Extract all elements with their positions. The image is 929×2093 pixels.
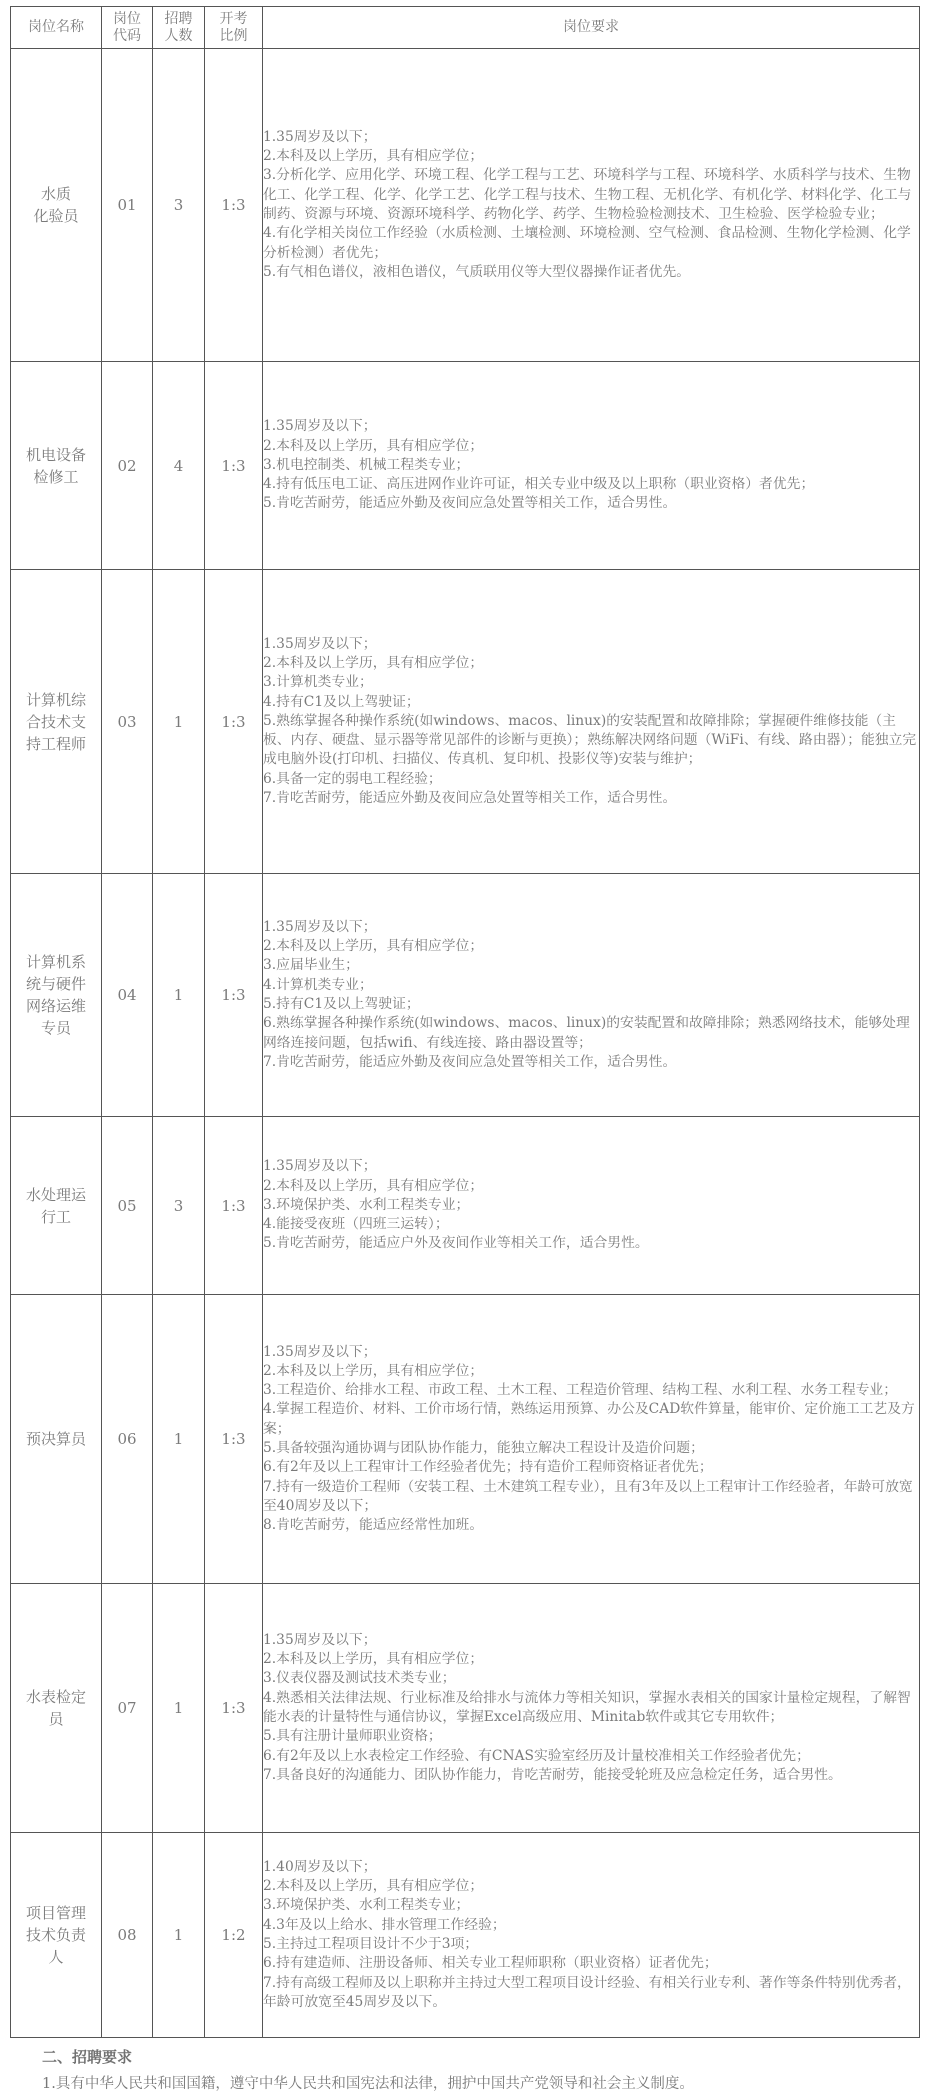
requirement-line: 3.分析化学、应用化学、环境工程、化学工程与工艺、环境科学与工程、环境科学、水质科学与技术、生物化工、化学工程、化学、化学工艺、化学工程与技术、生物工程、无机化学、有机化学、材料化学、化工与制药、资源与环境、资源环境科学、药物化学、药学、生物检验检测技术、卫生检验、医学检验专业； [263, 167, 912, 222]
header-hire-count: 招聘 人数 [153, 7, 205, 49]
position-name: 项目管理 技术负责 人 [11, 1833, 102, 2038]
hire-count: 4 [153, 362, 205, 570]
hire-count: 1 [153, 1584, 205, 1833]
exam-ratio: 1:3 [205, 1117, 263, 1295]
exam-ratio: 1:3 [205, 874, 263, 1117]
requirement-line: 1.35周岁及以下； [263, 128, 377, 145]
requirements-cell [263, 362, 920, 570]
requirement-line: 1.35周岁及以下； [263, 918, 377, 935]
requirement-line: 1.35周岁及以下； [263, 635, 377, 652]
requirement-line: 5.具备较强沟通协调与团队协作能力，能独立解决工程设计及造价问题； [263, 1440, 704, 1456]
requirement-line: 5.肯吃苦耐劳，能适应户外及夜间作业等相关工作，适合男性。 [263, 1235, 649, 1252]
requirement-line: 5.持有C1及以上驾驶证； [263, 996, 420, 1012]
requirement-line: 7.持有一级造价工程师（安装工程、土木建筑工程专业），且有3年及以上工程审计工作经验者，年龄可放宽至40周岁及以下； [263, 1478, 913, 1514]
requirement-line: 2.本科及以上学历，具有相应学位； [263, 1177, 484, 1194]
requirement-line: 5.有气相色谱仪，液相色谱仪，气质联用仪等大型仪器操作证者优先。 [263, 263, 691, 280]
table-row [11, 874, 920, 1117]
requirement-line: 4.持有低压电工证、高压进网作业许可证，相关专业中级及以上职称（职业资格）者优先； [263, 476, 815, 493]
requirement-line: 3.机电控制类、机械工程类专业； [263, 456, 470, 473]
requirement-line: 1.35周岁及以下； [263, 1631, 377, 1648]
exam-ratio: 1:3 [205, 49, 263, 362]
requirement-line: 6.熟练掌握各种操作系统(如windows、macos、linux)的安装配置和故障排除；熟悉网络技术，能够处理网络连接问题，包括wifi、有线连接、路由器设置等； [263, 1015, 910, 1051]
exam-ratio: 1:3 [205, 1295, 263, 1584]
position-name: 水处理运 行工 [11, 1117, 102, 1295]
position-name: 计算机综 合技术支 持工程师 [11, 570, 102, 874]
requirements-cell [263, 1584, 920, 1833]
requirement-line: 4.有化学相关岗位工作经验（水质检测、土壤检测、环境检测、空气检测、食品检测、生物化学检测、化学分析检测）者优先； [263, 225, 911, 261]
exam-ratio: 1:3 [205, 570, 263, 874]
position-code: 03 [102, 570, 153, 874]
header-exam-ratio: 开考 比例 [205, 7, 263, 49]
table-row [11, 362, 920, 570]
position-name: 机电设备 检修工 [11, 362, 102, 570]
requirement-line: 6.有2年及以上工程审计工作经验者优先；持有造价工程师资格证者优先； [263, 1459, 713, 1476]
exam-ratio: 1:3 [205, 1584, 263, 1833]
requirement-line: 2.本科及以上学历，具有相应学位； [263, 148, 484, 165]
requirement-line: 1.40周岁及以下； [263, 1858, 377, 1875]
requirement-line: 2.本科及以上学历，具有相应学位； [263, 654, 484, 671]
requirement-line: 3.仪表仪器及测试技术类专业； [263, 1670, 456, 1687]
requirement-line: 1.35周岁及以下； [263, 1158, 377, 1175]
requirement-line: 7.肯吃苦耐劳，能适应外勤及夜间应急处置等相关工作，适合男性。 [263, 790, 677, 807]
requirements-cell [263, 874, 920, 1117]
requirement-line: 7.具备良好的沟通能力、团队协作能力，肯吃苦耐劳，能接受轮班及应急检定任务，适合男性。 [263, 1766, 842, 1783]
requirement-line: 2.本科及以上学历，具有相应学位； [263, 1651, 484, 1668]
position-code: 07 [102, 1584, 153, 1833]
requirement-line: 7.持有高级工程师及以上职称并主持过大型工程项目设计经验、有相关行业专利、著作等条件特别优秀者，年龄可放宽至45周岁及以下。 [263, 1974, 911, 2010]
header-requirements: 岗位要求 [263, 7, 920, 49]
requirement-line: 4.能接受夜班（四班三运转）； [263, 1216, 449, 1233]
table-row [11, 1584, 920, 1833]
requirement-line: 2.本科及以上学历，具有相应学位； [263, 437, 484, 454]
exam-ratio: 1:3 [205, 362, 263, 570]
requirement-line: 5.具有注册计量师职业资格； [263, 1728, 442, 1745]
requirement-line: 7.肯吃苦耐劳，能适应外勤及夜间应急处置等相关工作，适合男性。 [263, 1053, 677, 1070]
requirement-line: 4.熟悉相关法律法规、行业标准及给排水与流体力等相关知识，掌握水表相关的国家计量检定规程，了解智能水表的计量特性与通信协议，掌握Excel高级应用、Minitab软件或其它专用软件； [263, 1689, 911, 1725]
requirement-line: 1.35周岁及以下； [263, 418, 377, 435]
table-row [11, 1117, 920, 1295]
table-row [11, 49, 920, 362]
section-title-recruitment-requirements: 二、招聘要求 [42, 2048, 133, 2066]
requirements-cell [263, 49, 920, 362]
requirement-line: 4.3年及以上给水、排水管理工作经验； [263, 1916, 506, 1933]
position-code: 04 [102, 874, 153, 1117]
position-name: 水质 化验员 [11, 49, 102, 362]
position-code: 06 [102, 1295, 153, 1584]
requirement-line: 6.持有建造师、注册设备师、相关专业工程师职称（职业资格）证者优先； [263, 1955, 718, 1972]
requirement-line: 2.本科及以上学历，具有相应学位； [263, 1362, 484, 1379]
table-row [11, 570, 920, 874]
header-position-name: 岗位名称 [11, 7, 102, 49]
position-code: 01 [102, 49, 153, 362]
requirement-line: 3.环境保护类、水利工程类专业； [263, 1196, 470, 1213]
requirements-cell [263, 1117, 920, 1295]
header-position-code: 岗位 代码 [102, 7, 153, 49]
requirement-line: 3.环境保护类、水利工程类专业； [263, 1897, 470, 1914]
table-row [11, 1295, 920, 1584]
requirement-line: 2.本科及以上学历，具有相应学位； [263, 938, 484, 955]
requirements-cell [263, 570, 920, 874]
requirement-line: 5.肯吃苦耐劳，能适应外勤及夜间应急处置等相关工作，适合男性。 [263, 495, 677, 512]
exam-ratio: 1:2 [205, 1833, 263, 2038]
position-code: 05 [102, 1117, 153, 1295]
position-name: 计算机系 统与硬件 网络运维 专员 [11, 874, 102, 1117]
hire-count: 1 [153, 1295, 205, 1584]
position-code: 08 [102, 1833, 153, 2038]
job-requirements-table [10, 6, 920, 2038]
requirement-line: 2.本科及以上学历，具有相应学位； [263, 1878, 484, 1895]
requirement-line: 3.应届毕业生； [263, 957, 359, 974]
position-name: 水表检定 员 [11, 1584, 102, 1833]
requirements-cell [263, 1833, 920, 2038]
requirement-line: 3.计算机类专业； [263, 674, 373, 691]
requirement-line: 4.掌握工程造价、材料、工价市场行情，熟练运用预算、办公及CAD软件算量，能审价、定价施工工艺及方案； [263, 1401, 915, 1437]
requirement-line: 5.熟练掌握各种操作系统(如windows、macos、linux)的安装配置和故障排除；掌握硬件维修技能（主板、内存、硬盘、显示器等常见部件的诊断与更换）；熟练解决网络问题（WiFi、有线、路由器）；能独立完成电脑外设(打印机、扫描仪、传真机、复印机、投影仪等)安装与维护； [263, 712, 917, 768]
requirement-item-1: 1.具有中华人民共和国国籍，遵守中华人民共和国宪法和法律，拥护中国共产党领导和社会主义制度。 [42, 2076, 694, 2092]
position-code: 02 [102, 362, 153, 570]
hire-count: 1 [153, 570, 205, 874]
hire-count: 1 [153, 1833, 205, 2038]
table-header-row [11, 7, 920, 49]
requirement-line: 6.具备一定的弱电工程经验； [263, 770, 442, 787]
hire-count: 3 [153, 1117, 205, 1295]
requirements-cell [263, 1295, 920, 1584]
requirement-line: 1.35周岁及以下； [263, 1343, 377, 1360]
requirement-line: 4.计算机类专业； [263, 976, 373, 993]
position-name: 预决算员 [11, 1295, 102, 1584]
requirement-line: 6.有2年及以上水表检定工作经验、有CNAS实验室经历及计量校准相关工作经验者优先； [263, 1747, 810, 1764]
requirement-line: 5.主持过工程项目设计不少于3项； [263, 1936, 479, 1952]
requirement-line: 8.肯吃苦耐劳，能适应经常性加班。 [263, 1517, 484, 1534]
requirement-line: 3.工程造价、给排水工程、市政工程、土木工程、工程造价管理、结构工程、水利工程、水务工程专业； [263, 1382, 898, 1399]
hire-count: 3 [153, 49, 205, 362]
table-row [11, 1833, 920, 2038]
requirement-line: 4.持有C1及以上驾驶证； [263, 693, 420, 710]
hire-count: 1 [153, 874, 205, 1117]
